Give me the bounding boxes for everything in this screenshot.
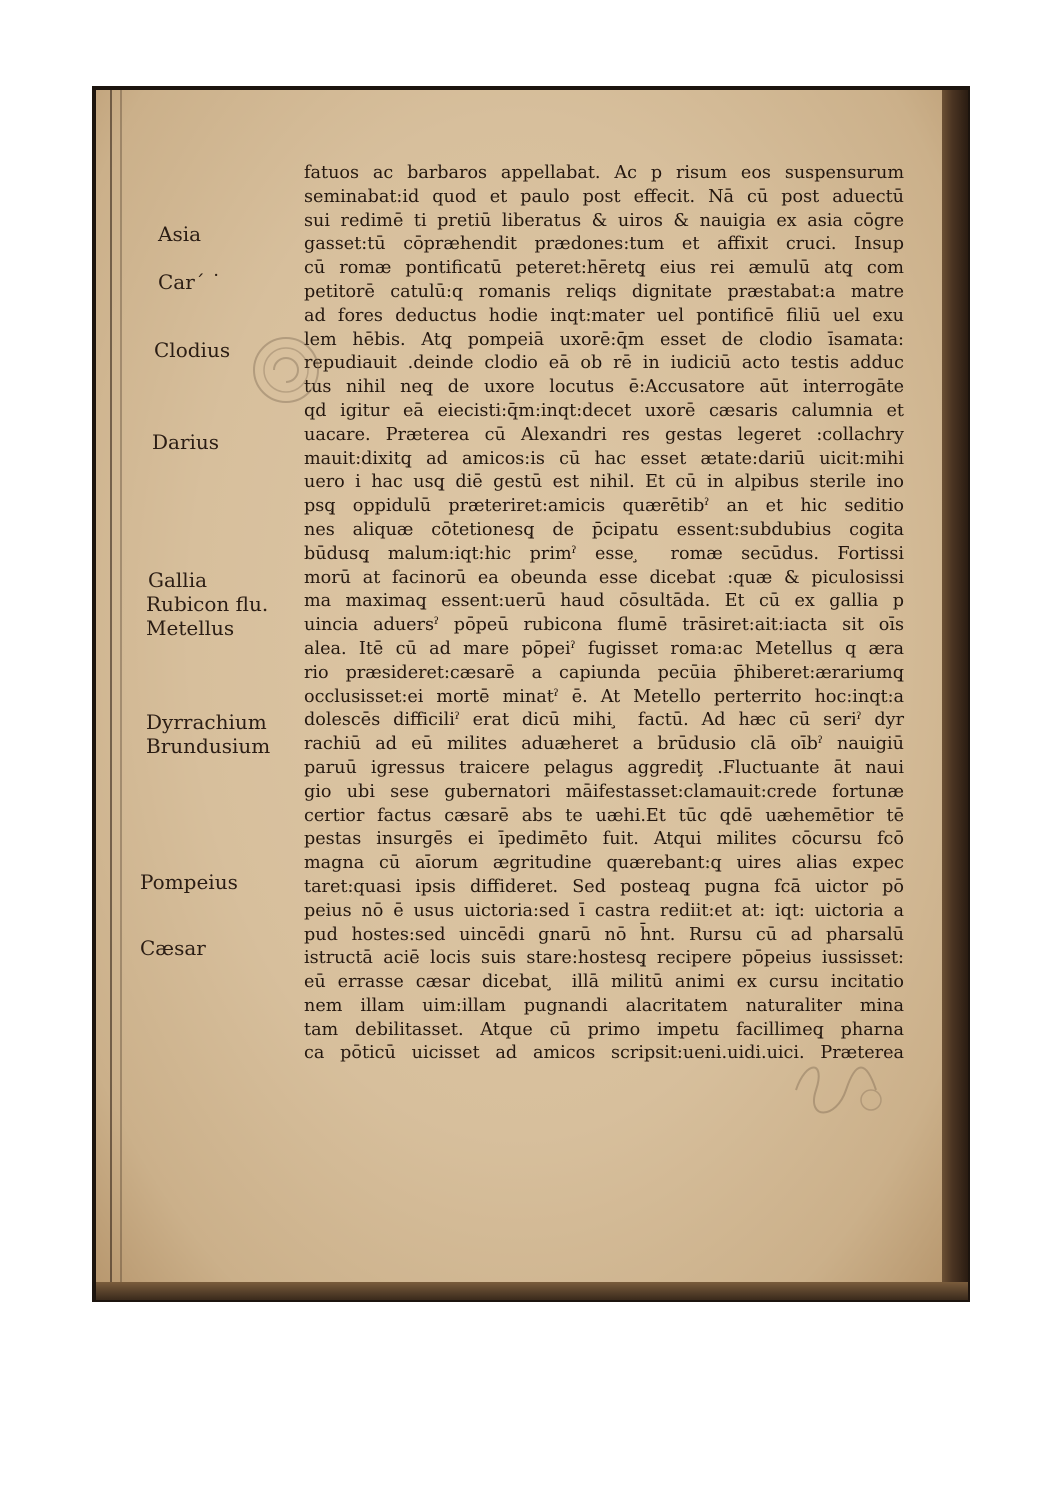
text-line: peius nō ē usus uictoria:sed ī castra rediit:et at: iqt: uictoria a [304, 900, 904, 921]
margin-note-caesar: Cæsar [140, 936, 206, 960]
text-line: tus nihil neq̧ de uxore locutus ē:Accusatore aūt interrogāte [304, 377, 904, 398]
margin-note-clodius: Clodius [154, 338, 231, 362]
text-line: uincia aduersˀ pōpeū rubicona flumē trāsiret:ait:iacta sit oīs [304, 615, 904, 636]
text-line: occlusisset:ei mortē minatˀ ē. At Metello perterrito hoc:inqt:a [304, 686, 904, 707]
marginal-doodle-icon [786, 1050, 896, 1120]
text-line: mauit:dixitq̧ ad amicos:is cū hac esset ætate:dariū uicit:mihi [304, 448, 904, 469]
margin-note-asia: Asia [158, 222, 202, 246]
text-line: gio ubi sese gubernatori māifestasset:clamauit:crede fortunæ [304, 781, 904, 802]
text-line: psq̧ oppidulū præteriret:amicis quærētibˀ an et hic seditio [304, 496, 904, 517]
text-line: ad fores deductus hodie inqt:mater uel pontificē filiū uel exu [304, 305, 904, 326]
text-line: repudiauit .deinde clodio eā ob rē in iudiciū acto testis adduc [304, 353, 904, 374]
text-line: būdusq̧ malum:iqt:hic primˀ esse ̧ romæ secūdus. Fortissi [304, 543, 904, 564]
text-line: istructā aciē locis suis stare:hostesq̧ recipere pōpeius iussisset: [304, 948, 904, 969]
text-line: cū romæ pontificatū peteret:hēretq̧ eius rei æmulū atq̧ com [304, 258, 904, 279]
text-line: morū at facinorū ea obeunda esse dicebat :quæ & piculosissi [304, 567, 904, 588]
text-line: nem illam uim:illam pugnandi alacritatem naturaliter mina [304, 995, 904, 1016]
margin-note-brundusium: Brundusium [146, 734, 271, 758]
text-line: dolescēs difficiliˀ erat dicū mihi ̧ factū. Ad hæc cū seriˀ dyr [304, 710, 904, 731]
main-text-block [304, 162, 904, 1066]
text-line: magna cū aīorum ægritudine quærebant:q̧ uires alias expec [304, 853, 904, 874]
margin-note-metellus: Metellus [146, 616, 235, 640]
library-stamp-icon [246, 330, 326, 410]
binding-line [110, 90, 112, 1282]
text-line: paruū igressus traicere pelagus aggrediţ .Fluctuante āt naui [304, 757, 904, 778]
margin-note-gallia: Gallia [148, 568, 208, 592]
text-line: gasset:tū cōpræhendit prædones:tum et affixit cruci. Insup [304, 234, 904, 255]
text-line: qd igitur eā eiecisti:q̄m:inqt:decet uxorē cæsaris calumnia et [304, 400, 904, 421]
text-line: uero i hac usq̧ diē gestū est nihil. Et cū in alpibus sterile ino [304, 472, 904, 493]
text-line: ma maximaq̧ essent:uerū haud cōsultāda. Et cū ex gallia p [304, 591, 904, 612]
text-line: eū errasse cæsar dicebat ̧ illā militū animi ex cursu incitatio [304, 972, 904, 993]
text-line: pud hostes:sed uincēdi gnarū nō h̄nt. Rursu cū ad pharsalū [304, 924, 904, 945]
text-line: fatuos ac barbaros appellabat. Ac p risum eos suspensurum [304, 163, 904, 183]
margin-note-pompeius: Pompeius [140, 870, 238, 894]
margin-note-darius: Darius [152, 430, 220, 454]
margin-note-rubicon: Rubicon flu. [146, 592, 269, 616]
text-line: rio præsideret:cæsarē a capiunda pecūia p̄hiberet:ærariumq̧ [304, 662, 904, 683]
text-line: taret:quasi ipsis diffideret. Sed posteaq̧ pugna fcā uictor pō [304, 876, 904, 897]
text-line: lem hēbis. Atq̧ pompeiā uxorē:q̄m esset de clodio īsamata: [304, 329, 904, 350]
page-edge-bottom [96, 1282, 968, 1300]
text-line: pestas insurgēs ei īpedimēto fuit. Atqui milites cōcursu fcō [304, 829, 904, 850]
margin-note-dyrrachium: Dyrrachium [146, 710, 267, 734]
text-line: nes aliquæ cōtetionesq̧ de p̄cipatu essent:subdubius cogita [304, 519, 904, 540]
binding-line [120, 90, 122, 1282]
book-page [96, 90, 942, 1282]
text-line: petitorē catulū:q romanis reliqs dignitate præstabat:a matre [304, 281, 904, 302]
text-line: alea. Itē cū ad mare pōpeiˀ fugisset roma:ac Metellus q æra [304, 638, 904, 659]
text-line: certior factus cæsarē abs te uæhi.Et tūc qdē uæhemētior tē [304, 805, 904, 826]
margin-note-car: Car´ ˙ [158, 270, 222, 294]
page-edge-right [942, 90, 968, 1282]
text-line: ca pōticū uicisset ad amicos scripsit:ueni.uidi.uici. Præterea [304, 1043, 904, 1064]
text-line: sui redimē ti pretiū liberatus & uiros & nauigia ex asia cōgre [304, 210, 904, 231]
text-line: seminabat:id quod et paulo post effecit. Nā cū post aduectū [304, 186, 904, 207]
text-line: tam debilitasset. Atque cū primo impetu facillimeq̧ pharna [304, 1019, 904, 1040]
text-line: uacare. Præterea cū Alexandri res gestas legeret :collachry [304, 424, 904, 445]
text-line: rachiū ad eū milites aduæheret a brūdusio clā oībˀ nauigiū [304, 734, 904, 755]
